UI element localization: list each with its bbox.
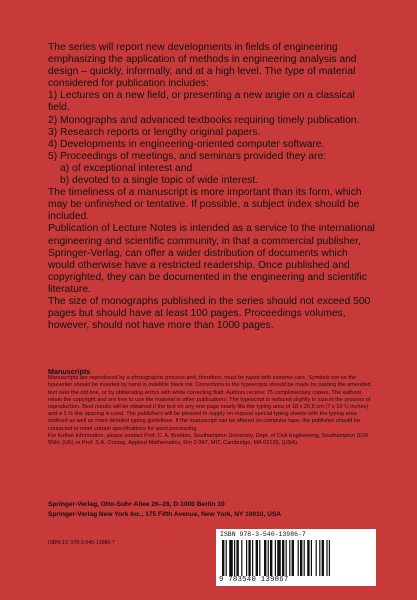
barcode-bar: [329, 540, 330, 576]
list-item: 2) Monographs and advanced textbooks requiring timely publication.: [48, 114, 360, 126]
barcode-bar: [241, 540, 242, 576]
barcode-bar: [282, 540, 284, 576]
barcode-bar: [326, 540, 327, 576]
manuscripts-contact: For further information, please contact Prof. C. A. Brebbia, Southampton University, Dept. of Civil Engineering, Southampton SO9 5NH, (UK) or Prof. S.A. Orszag, Applied Mathematics, Rm 2-347, MIT, Cambridge, MA 02139, (USA).: [48, 432, 368, 447]
barcode-bar: [316, 540, 317, 576]
barcode-bar: [259, 540, 260, 576]
intro-paragraph: The series will report new developments in fields of engineering emphasizing the application of methods in engineering analysis and design – quickly, informally, and at a high level. The type of material considered for publication includes:: [48, 42, 357, 90]
series-description: [48, 42, 375, 332]
manuscripts-heading: Manuscripts: [48, 367, 91, 376]
timeliness-paragraph: The timeliness of a manuscript is more important than its form, which may be unfinished or tentative. If possible, a subject index should be included.: [48, 187, 362, 223]
barcode-bar: [268, 540, 269, 576]
barcode-bar: [322, 540, 324, 576]
isbn-label: ISBN 978-3-540-13986-7: [220, 531, 306, 538]
isbn13-label: ISBN-13: 978-3-540-13986-7: [48, 540, 115, 546]
barcode-bar: [289, 540, 290, 576]
barcode-bar: [234, 540, 235, 576]
barcode-bar: [270, 540, 272, 576]
barcode-bar: [226, 540, 227, 576]
barcode-bar: [248, 540, 250, 576]
barcode-bar: [264, 540, 266, 576]
publisher-address-newyork: Springer-Verlag New York Inc., 175 Fifth Avenue, New York, NY 10010, USA: [48, 511, 282, 518]
size-paragraph: The size of monographs published in the series should not exceed 500 pages but should have at least 100 pages. Proceedings volumes, however, should not have more than 1000 pages.: [48, 295, 371, 332]
barcode-digits: 9 783540 139867: [219, 576, 289, 584]
list-item: 3) Research reports or lengthy original papers.: [48, 126, 261, 138]
manuscripts-section: [48, 368, 375, 447]
barcode-bar: [300, 540, 302, 576]
barcode-bar: [319, 540, 320, 576]
barcode-bar: [304, 540, 305, 576]
barcode-bar: [252, 540, 253, 576]
barcode-bar: [222, 540, 224, 576]
barcode-bar: [286, 540, 287, 576]
publication-paragraph: Publication of Lecture Notes is intended as a service to the international engineering and scientific community, in that a commercial publisher, Springer-Verlag, can offer a wider distribution of documents which would otherwise have a restricted readership. Once published and copyrighted, they can be documented in the engineering and scientific literature.: [48, 223, 375, 295]
sub-list-item: b) devoted to a single topic of wide interest.: [60, 175, 259, 187]
barcode-bar: [277, 540, 281, 576]
barcode-bar: [236, 540, 238, 576]
barcode-bar: [229, 540, 233, 576]
barcode-bar: [307, 540, 309, 576]
sub-list-item: a) of exceptional interest and: [60, 162, 193, 174]
list-item: 4) Developments in engineering-oriented computer software.: [48, 138, 325, 150]
barcode-bar: [275, 540, 276, 576]
publisher-addresses: [48, 500, 378, 520]
barcode-bar: [311, 540, 312, 576]
barcode-panel: [216, 529, 376, 586]
manuscripts-body: Manuscripts are reproduced by a photographic process and, therefore, must be typed with extreme care. Symbols not on the typewriter should be inserted by hand in indelible black ink. Corrections to the typescripts should be made by pasting the amended text over the old one, or by obliterating errors with white correcting fluid. Authors receive 75 complimentary copies. The authors retain the copyright and are free to use the material in other publications. The typescript is reduced slightly in size in the process of reproduction. Best results will be obtained if the text on any one page nearly fills the typing area of 18 x 26.5 cm (7 x 10 ½ inches) and a 1 ½ line spacing is used. The publishers will be pleased to supply on request special typing sheets with the typing area outlined as well as more detailed typing guidelines. If the manuscript can be offered on computer tape, the publisher should be contacted to meet certain specifications for word processing.: [48, 375, 371, 432]
publisher-address-berlin: Springer-Verlag, Otto-Suhr-Allee 26–28, D-1000 Berlin 10: [48, 501, 225, 508]
list-item: 1) Lectures on a new field, or presenting a new angle on a classical field.: [48, 90, 355, 114]
barcode-bar: [256, 540, 258, 576]
barcode-bar: [292, 540, 294, 576]
barcode-bar: [246, 540, 247, 576]
list-item: 5) Proceedings of meetings, and seminars provided they are:: [48, 150, 327, 162]
barcode-icon: [222, 540, 370, 576]
barcode-bar: [298, 540, 299, 576]
